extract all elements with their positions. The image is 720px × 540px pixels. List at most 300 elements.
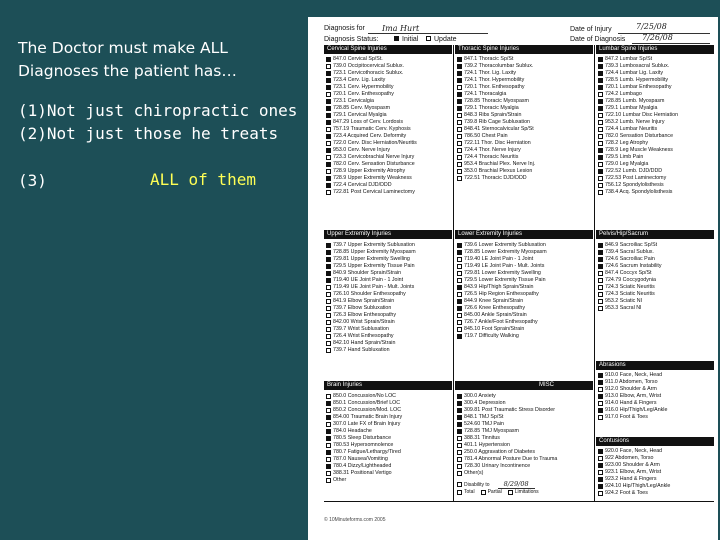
empty-checkbox[interactable] [598,162,603,167]
diagnosis-row[interactable] [326,442,453,449]
diagnosis-label: 723.3 Cervicobrachial Nerve Injury [333,154,415,160]
cervical-spine-header: Cervical Spine Injuries [324,45,452,54]
diagnosis-row[interactable] [326,340,453,347]
empty-checkbox[interactable] [326,408,331,413]
empty-checkbox[interactable] [326,348,331,353]
empty-checkbox[interactable] [457,271,462,276]
diagnosis-row[interactable] [326,284,453,291]
empty-checkbox[interactable] [326,471,331,476]
diagnosis-row[interactable] [457,133,594,140]
empty-checkbox[interactable] [326,92,331,97]
checked-checkbox[interactable] [598,408,603,413]
partial-checkbox[interactable] [481,490,486,495]
checked-checkbox[interactable] [326,250,331,255]
empty-checkbox[interactable] [457,127,462,132]
checked-checkbox[interactable] [326,71,331,76]
checked-checkbox[interactable] [457,408,462,413]
checked-checkbox[interactable] [326,162,331,167]
initial-checkbox[interactable] [394,36,399,41]
diagnosis-row[interactable] [598,448,715,455]
diagnosis-row[interactable] [598,98,715,105]
empty-checkbox[interactable] [457,292,462,297]
diagnosis-row[interactable] [457,326,594,333]
checked-checkbox[interactable] [457,64,462,69]
checked-checkbox[interactable] [326,401,331,406]
diagnosis-row[interactable] [598,242,715,249]
empty-checkbox[interactable] [598,92,603,97]
diagnosis-row[interactable] [457,470,594,477]
empty-checkbox[interactable] [457,169,462,174]
diagnosis-row[interactable] [326,175,453,182]
diagnosis-row[interactable] [598,263,715,270]
checked-checkbox[interactable] [457,71,462,76]
diagnosis-row[interactable] [598,133,715,140]
checked-checkbox[interactable] [326,176,331,181]
diagnosis-row[interactable] [326,126,453,133]
empty-checkbox[interactable] [326,394,331,399]
empty-checkbox[interactable] [457,278,462,283]
diagnosis-row[interactable] [598,455,715,462]
diagnosis-row[interactable] [457,298,594,305]
diagnosis-row[interactable] [326,449,453,456]
diagnosis-label: 388.31 Positional Vertigo [333,470,392,476]
diagnosis-row[interactable] [457,98,594,105]
empty-checkbox[interactable] [598,306,603,311]
empty-checkbox[interactable] [598,401,603,406]
checked-checkbox[interactable] [598,250,603,255]
checked-checkbox[interactable] [598,106,603,111]
diagnosis-row[interactable] [457,126,594,133]
checked-checkbox[interactable] [326,113,331,118]
empty-checkbox[interactable] [326,299,331,304]
checked-checkbox[interactable] [598,99,603,104]
checked-checkbox[interactable] [326,257,331,262]
diagnosis-row[interactable] [598,175,715,182]
diagnosis-row[interactable] [598,182,715,189]
diagnosis-row[interactable] [326,84,453,91]
empty-checkbox[interactable] [326,320,331,325]
checked-checkbox[interactable] [598,169,603,174]
diagnosis-row[interactable] [326,105,453,112]
diagnosis-row[interactable] [326,70,453,77]
empty-checkbox[interactable] [457,327,462,332]
disability-checkbox[interactable] [457,482,462,487]
total-checkbox[interactable] [457,490,462,495]
diagnosis-row[interactable] [326,333,453,340]
checked-checkbox[interactable] [457,99,462,104]
diagnosis-row[interactable] [326,456,453,463]
diagnosis-row[interactable] [598,119,715,126]
empty-checkbox[interactable] [326,292,331,297]
checked-checkbox[interactable] [326,106,331,111]
checked-checkbox[interactable] [598,243,603,248]
empty-checkbox[interactable] [457,120,462,125]
diagnosis-row[interactable] [457,175,594,182]
diagnosis-row[interactable] [326,140,453,147]
checked-checkbox[interactable] [457,57,462,62]
empty-checkbox[interactable] [326,169,331,174]
diagnosis-row[interactable] [457,84,594,91]
empty-checkbox[interactable] [457,134,462,139]
empty-checkbox[interactable] [457,457,462,462]
diagnosis-row[interactable] [326,305,453,312]
diagnosis-row[interactable] [457,242,594,249]
empty-checkbox[interactable] [326,478,331,483]
checked-checkbox[interactable] [326,99,331,104]
checked-checkbox[interactable] [598,148,603,153]
diagnosis-row[interactable] [326,326,453,333]
diagnosis-row[interactable] [598,105,715,112]
diagnosis-row[interactable] [598,77,715,84]
diagnosis-row[interactable] [598,490,715,497]
diagnosis-row[interactable] [457,435,594,442]
empty-checkbox[interactable] [326,285,331,290]
diagnosis-row[interactable] [598,70,715,77]
checked-checkbox[interactable] [326,243,331,248]
diagnosis-row[interactable] [457,414,594,421]
empty-checkbox[interactable] [598,134,603,139]
diagnosis-row[interactable] [326,270,453,277]
diagnosis-row[interactable] [326,428,453,435]
empty-checkbox[interactable] [457,320,462,325]
diagnosis-row[interactable] [326,147,453,154]
checked-checkbox[interactable] [598,477,603,482]
diagnosis-row[interactable] [457,449,594,456]
checked-checkbox[interactable] [457,334,462,339]
diagnosis-row[interactable] [598,407,715,414]
diagnosis-row[interactable] [326,119,453,126]
diagnosis-row[interactable] [598,462,715,469]
diagnosis-label: 307.0 Late FX of Brain Injury [333,421,401,427]
diagnosis-row[interactable] [326,319,453,326]
diagnosis-row[interactable] [598,161,715,168]
empty-checkbox[interactable] [457,450,462,455]
checked-checkbox[interactable] [457,243,462,248]
empty-checkbox[interactable] [598,278,603,283]
diagnosis-row[interactable] [326,298,453,305]
diagnosis-row[interactable] [326,98,453,105]
diagnosis-row[interactable] [326,277,453,284]
diagnosis-row[interactable] [326,154,453,161]
checked-checkbox[interactable] [457,401,462,406]
empty-checkbox[interactable] [457,162,462,167]
diagnosis-row[interactable] [457,333,594,340]
diagnosis-row[interactable] [598,483,715,490]
misc-list [457,393,594,477]
diagnosis-row[interactable] [598,168,715,175]
diagnosis-row[interactable] [598,56,715,63]
diagnosis-label: 914.0 Hand & Fingers [605,400,657,406]
checked-checkbox[interactable] [326,134,331,139]
empty-checkbox[interactable] [598,387,603,392]
diagnosis-row[interactable] [326,435,453,442]
diagnosis-row[interactable] [598,63,715,70]
diagnosis-row[interactable] [598,469,715,476]
checked-checkbox[interactable] [598,257,603,262]
diagnosis-label: 729.81 Lower Extremity Swelling [464,270,541,276]
diagnosis-row[interactable] [326,347,453,354]
diagnosis-row[interactable] [457,70,594,77]
empty-checkbox[interactable] [598,183,603,188]
empty-checkbox[interactable] [326,327,331,332]
diagnosis-row[interactable] [457,140,594,147]
cervical-list [326,56,453,196]
checked-checkbox[interactable] [598,394,603,399]
diagnosis-label: 781.4 Abnormal Posture Due to Trauma [464,456,558,462]
diagnosis-row[interactable] [598,414,715,421]
diagnosis-row[interactable] [326,161,453,168]
empty-checkbox[interactable] [598,491,603,496]
empty-checkbox[interactable] [326,341,331,346]
empty-checkbox[interactable] [598,285,603,290]
empty-checkbox[interactable] [457,257,462,262]
diagnosis-label: 729.5 Upper Extremity Tissue Pain [333,263,415,269]
diagnosis-row[interactable] [457,105,594,112]
checked-checkbox[interactable] [598,71,603,76]
empty-checkbox[interactable] [326,155,331,160]
empty-checkbox[interactable] [598,271,603,276]
diagnosis-row[interactable] [326,189,453,196]
diagnosis-row[interactable] [326,256,453,263]
empty-checkbox[interactable] [598,176,603,181]
diagnosis-row[interactable] [457,168,594,175]
checked-checkbox[interactable] [457,306,462,311]
checked-checkbox[interactable] [598,85,603,90]
diagnosis-row[interactable] [598,154,715,161]
diagnosis-row[interactable] [598,84,715,91]
diagnosis-label: 850.2 Concussion/Mod. LOC [333,407,402,413]
diagnosis-row[interactable] [457,284,594,291]
diagnosis-row[interactable] [457,63,594,70]
diagnosis-row[interactable] [326,77,453,84]
checked-checkbox[interactable] [457,285,462,290]
empty-checkbox[interactable] [457,155,462,160]
diagnosis-label: 917.0 Foot & Toes [605,414,648,420]
diagnosis-row[interactable] [457,456,594,463]
diagnosis-row[interactable] [598,284,715,291]
checked-checkbox[interactable] [598,449,603,454]
empty-checkbox[interactable] [457,113,462,118]
diagnosis-label: 729.5 Limb Pain [605,154,644,160]
diagnosis-label: 724.1 Thor. Lig. Laxity [464,70,517,76]
checked-checkbox[interactable] [457,106,462,111]
checked-checkbox[interactable] [326,183,331,188]
empty-checkbox[interactable] [457,471,462,476]
diagnosis-row[interactable] [598,140,715,147]
diagnosis-row[interactable] [326,168,453,175]
diagnosis-row[interactable] [326,477,453,484]
checked-checkbox[interactable] [598,155,603,160]
diagnosis-row[interactable] [598,91,715,98]
checked-checkbox[interactable] [598,373,603,378]
diagnosis-row[interactable] [326,56,453,63]
checked-checkbox[interactable] [598,484,603,489]
contusions-list [598,448,715,497]
diagnosis-row[interactable] [457,119,594,126]
diagnosis-row[interactable] [457,161,594,168]
diagnosis-row[interactable] [457,249,594,256]
diagnosis-row[interactable] [457,393,594,400]
checked-checkbox[interactable] [326,278,331,283]
diagnosis-row[interactable] [457,277,594,284]
diagnosis-row[interactable] [598,379,715,386]
diagnosis-row[interactable] [457,442,594,449]
empty-checkbox[interactable] [326,127,331,132]
diagnosis-row[interactable] [457,312,594,319]
diagnosis-row[interactable] [457,463,594,470]
empty-checkbox[interactable] [598,415,603,420]
diagnosis-row[interactable] [326,463,453,470]
diagnosis-label: 841.9 Elbow Sprain/Strain [333,298,395,304]
diagnosis-row[interactable] [457,319,594,326]
diagnosis-row[interactable] [457,421,594,428]
diagnosis-row[interactable] [326,133,453,140]
diagnosis-row[interactable] [326,414,453,421]
diagnosis-row[interactable] [598,400,715,407]
checked-checkbox[interactable] [598,463,603,468]
diagnosis-row[interactable] [598,372,715,379]
diagnosis-row[interactable] [457,77,594,84]
empty-checkbox[interactable] [457,85,462,90]
empty-checkbox[interactable] [457,443,462,448]
empty-checkbox[interactable] [598,141,603,146]
empty-checkbox[interactable] [326,457,331,462]
checked-checkbox[interactable] [457,78,462,83]
diagnosis-row[interactable] [457,270,594,277]
diagnosis-row[interactable] [326,393,453,400]
diagnosis-row[interactable] [326,63,453,70]
diagnosis-row[interactable] [598,249,715,256]
diagnosis-row[interactable] [598,147,715,154]
checked-checkbox[interactable] [457,429,462,434]
empty-checkbox[interactable] [598,190,603,195]
diagnosis-row[interactable] [326,470,453,477]
empty-checkbox[interactable] [457,313,462,318]
diagnosis-label: 719.7 Difficulty Walking [464,333,519,339]
diagnosis-row[interactable] [326,182,453,189]
checked-checkbox[interactable] [598,380,603,385]
diagnosis-row[interactable] [326,242,453,249]
empty-checkbox[interactable] [457,464,462,469]
diagnosis-label: 728.85 Lumb. Myospasm [605,98,665,104]
diagnosis-row[interactable] [457,56,594,63]
checked-checkbox[interactable] [598,78,603,83]
limitations-checkbox[interactable] [508,490,513,495]
checked-checkbox[interactable] [326,57,331,62]
checked-checkbox[interactable] [457,394,462,399]
diagnosis-label: 726.6 Knee Enthesopathy [464,305,525,311]
diagnosis-row[interactable] [598,298,715,305]
diagnosis-row[interactable] [598,270,715,277]
checked-checkbox[interactable] [326,264,331,269]
empty-checkbox[interactable] [326,64,331,69]
diagnosis-row[interactable] [326,112,453,119]
checked-checkbox[interactable] [326,464,331,469]
diagnosis-row[interactable] [598,112,715,119]
diagnosis-row[interactable] [598,476,715,483]
empty-checkbox[interactable] [457,436,462,441]
checked-checkbox[interactable] [326,415,331,420]
diagnosis-row[interactable] [326,407,453,414]
checked-checkbox[interactable] [326,120,331,125]
diagnosis-row[interactable] [598,277,715,284]
diagnosis-row[interactable] [326,312,453,319]
diagnosis-row[interactable] [326,400,453,407]
empty-checkbox[interactable] [457,148,462,153]
diagnosis-row[interactable] [598,393,715,400]
diagnosis-row[interactable] [457,112,594,119]
diagnosis-row[interactable] [598,256,715,263]
diagnosis-row[interactable] [326,91,453,98]
empty-checkbox[interactable] [457,141,462,146]
checked-checkbox[interactable] [598,264,603,269]
empty-checkbox[interactable] [457,264,462,269]
checked-checkbox[interactable] [457,415,462,420]
diagnosis-row[interactable] [326,249,453,256]
diagnosis-row[interactable] [457,263,594,270]
checked-checkbox[interactable] [598,64,603,69]
diagnosis-label: 720.1 Cerv. Enthesopathy [333,91,394,97]
diagnosis-row[interactable] [457,400,594,407]
diagnosis-row[interactable] [598,305,715,312]
empty-checkbox[interactable] [457,176,462,181]
diagnosis-row[interactable] [598,386,715,393]
checked-checkbox[interactable] [326,271,331,276]
empty-checkbox[interactable] [326,443,331,448]
empty-checkbox[interactable] [326,190,331,195]
checked-checkbox[interactable] [457,250,462,255]
checked-checkbox[interactable] [326,436,331,441]
checked-checkbox[interactable] [457,422,462,427]
checked-checkbox[interactable] [457,92,462,97]
empty-checkbox[interactable] [326,313,331,318]
empty-checkbox[interactable] [326,334,331,339]
checked-checkbox[interactable] [326,85,331,90]
diagnosis-row[interactable] [457,428,594,435]
diagnosis-row[interactable] [598,126,715,133]
diagnosis-row[interactable] [457,147,594,154]
diagnosis-row[interactable] [457,291,594,298]
empty-checkbox[interactable] [598,470,603,475]
checked-checkbox[interactable] [598,57,603,62]
diagnosis-row[interactable] [457,91,594,98]
checked-checkbox[interactable] [326,78,331,83]
diagnosis-row[interactable] [326,421,453,428]
update-checkbox[interactable] [426,36,431,41]
diagnosis-row[interactable] [457,407,594,414]
diagnosis-row[interactable] [326,263,453,270]
empty-checkbox[interactable] [598,456,603,461]
empty-checkbox[interactable] [326,306,331,311]
checked-checkbox[interactable] [457,299,462,304]
checked-checkbox[interactable] [326,450,331,455]
empty-checkbox[interactable] [326,422,331,427]
diagnosis-row[interactable] [457,154,594,161]
empty-checkbox[interactable] [598,113,603,118]
checked-checkbox[interactable] [326,148,331,153]
diagnosis-row[interactable] [326,291,453,298]
diagnosis-row[interactable] [457,305,594,312]
empty-checkbox[interactable] [598,120,603,125]
empty-checkbox[interactable] [598,299,603,304]
diagnosis-row[interactable] [598,189,715,196]
empty-checkbox[interactable] [326,141,331,146]
checked-checkbox[interactable] [326,429,331,434]
empty-checkbox[interactable] [598,292,603,297]
diagnosis-row[interactable] [598,291,715,298]
empty-checkbox[interactable] [598,127,603,132]
diagnosis-row[interactable] [457,256,594,263]
